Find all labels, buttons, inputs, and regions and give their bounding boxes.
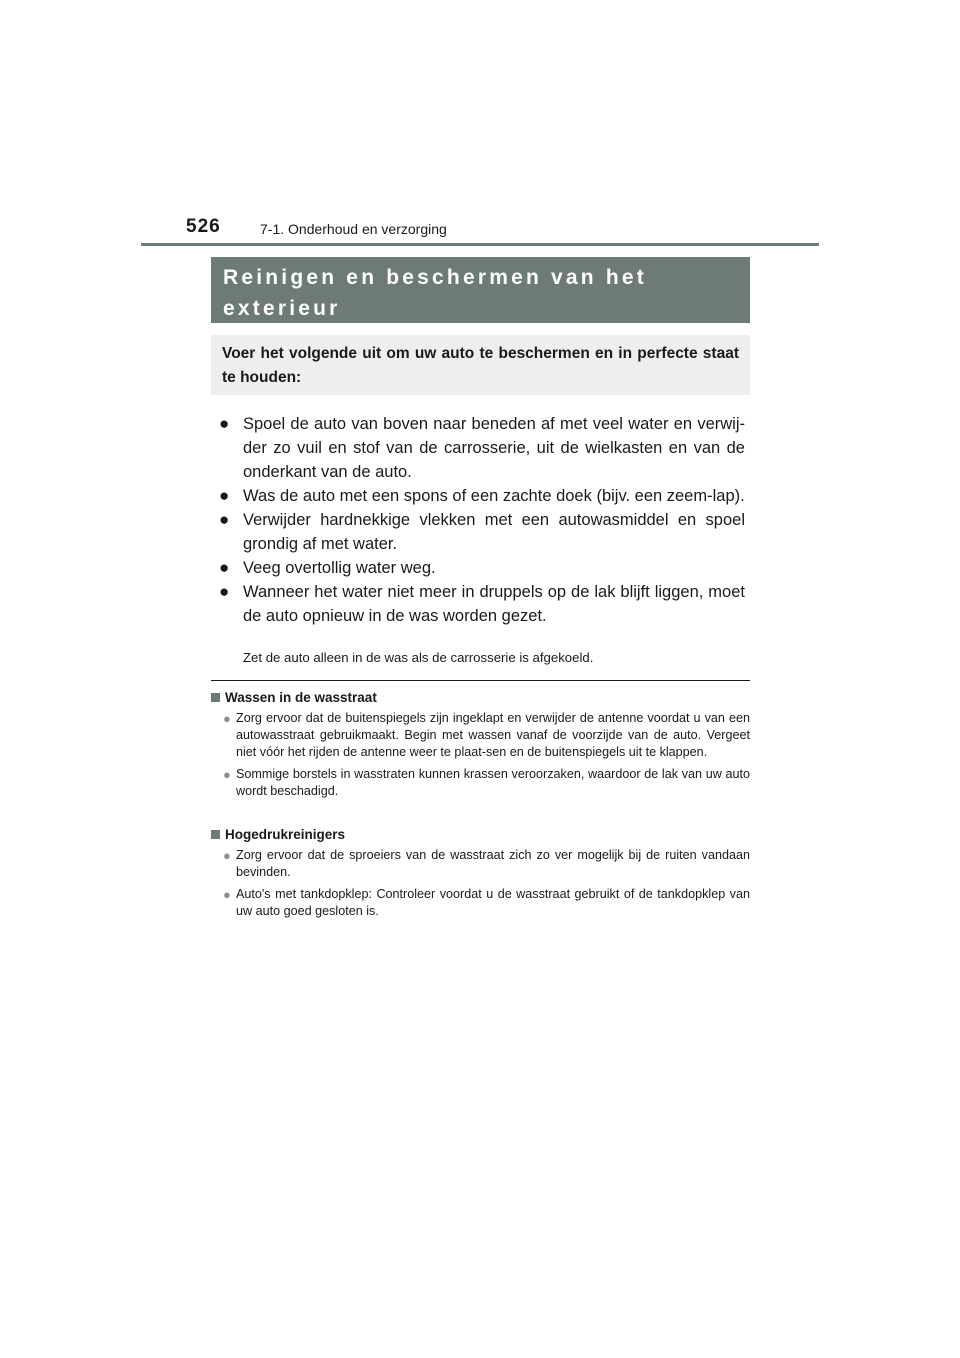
list-item-text: Zorg ervoor dat de sproeiers van de wasstraat zich zo ver mogelijk bij de ruiten vandaan bevinden.	[236, 848, 750, 879]
list-item	[219, 508, 745, 556]
bullet-icon: ●	[219, 582, 230, 601]
list-item	[211, 766, 750, 800]
list-item	[211, 710, 750, 761]
section-high-pressure	[211, 825, 750, 920]
header-divider	[141, 243, 819, 246]
list-item-text: Was de auto met een spons of een zachte doek (bijv. een zeem-lap).	[243, 487, 745, 505]
section-list	[211, 847, 750, 920]
page-title-line-1: Reinigen en beschermen van het exterieur	[223, 266, 647, 320]
section-list	[211, 710, 750, 800]
list-item-text: Veeg overtollig water weg.	[243, 559, 436, 577]
cooling-note: Zet de auto alleen in de was als de carrosserie is afgekoeld.	[243, 650, 594, 665]
list-item-text: Wanneer het water niet meer in druppels op de lak blijft liggen, moet de auto opnieuw in de was worden gezet.	[243, 583, 745, 625]
list-item-text: Verwijder hardnekkige vlekken met een autowasmiddel en spoel grondig af met water.	[243, 511, 745, 553]
list-item	[219, 580, 745, 628]
section-heading	[211, 688, 750, 707]
list-item-text: Zorg ervoor dat de buitenspiegels zijn ingeklapt en verwijder de antenne voordat u van een autowasstraat gebruikmaakt. Begin met wassen vanaf de voorzijde van de auto. Vergeet niet vóór het rijden de antenne weer te plaat-sen en de buitenspiegels uit te klappen.	[236, 711, 750, 759]
bullet-icon: ●	[223, 711, 231, 726]
section-divider	[211, 680, 750, 681]
title-banner	[211, 257, 750, 323]
section-heading-text: Wassen in de wasstraat	[225, 690, 377, 705]
bullet-icon: ●	[223, 767, 231, 782]
square-bullet-icon	[211, 693, 220, 702]
bullet-icon: ●	[223, 887, 231, 902]
section-heading-text: Hogedrukreinigers	[225, 827, 346, 842]
list-item-text: Auto's met tankdopklep: Controleer voordat u de wasstraat gebruikt of de tankdopklep van uw auto goed gesloten is.	[236, 887, 750, 918]
list-item	[219, 556, 745, 580]
list-item-text: Sommige borstels in wasstraten kunnen krassen veroorzaken, waardoor de lak van uw auto wordt beschadigd.	[236, 767, 750, 798]
list-item	[219, 412, 745, 484]
list-item	[219, 484, 745, 508]
main-instruction-list	[219, 412, 745, 628]
square-bullet-icon	[211, 830, 220, 839]
list-item-text: Spoel de auto van boven naar beneden af met veel water en verwij-der zo vuil en stof van de carrosserie, uit de wielkasten en van de onderkant van de auto.	[243, 415, 745, 481]
bullet-icon: ●	[223, 848, 231, 863]
section-car-wash	[211, 688, 750, 800]
intro-text: Voer het volgende uit om uw auto te beschermen en in perfecte staat te houden:	[222, 345, 739, 386]
bullet-icon: ●	[219, 486, 230, 505]
bullet-icon: ●	[219, 558, 230, 577]
bullet-icon: ●	[219, 414, 230, 433]
page-number: 526	[186, 216, 221, 237]
list-item	[211, 886, 750, 920]
section-reference: 7-1. Onderhoud en verzorging	[260, 221, 447, 237]
bullet-icon: ●	[219, 510, 230, 529]
intro-box	[211, 335, 750, 395]
section-heading	[211, 825, 750, 844]
list-item	[211, 847, 750, 881]
